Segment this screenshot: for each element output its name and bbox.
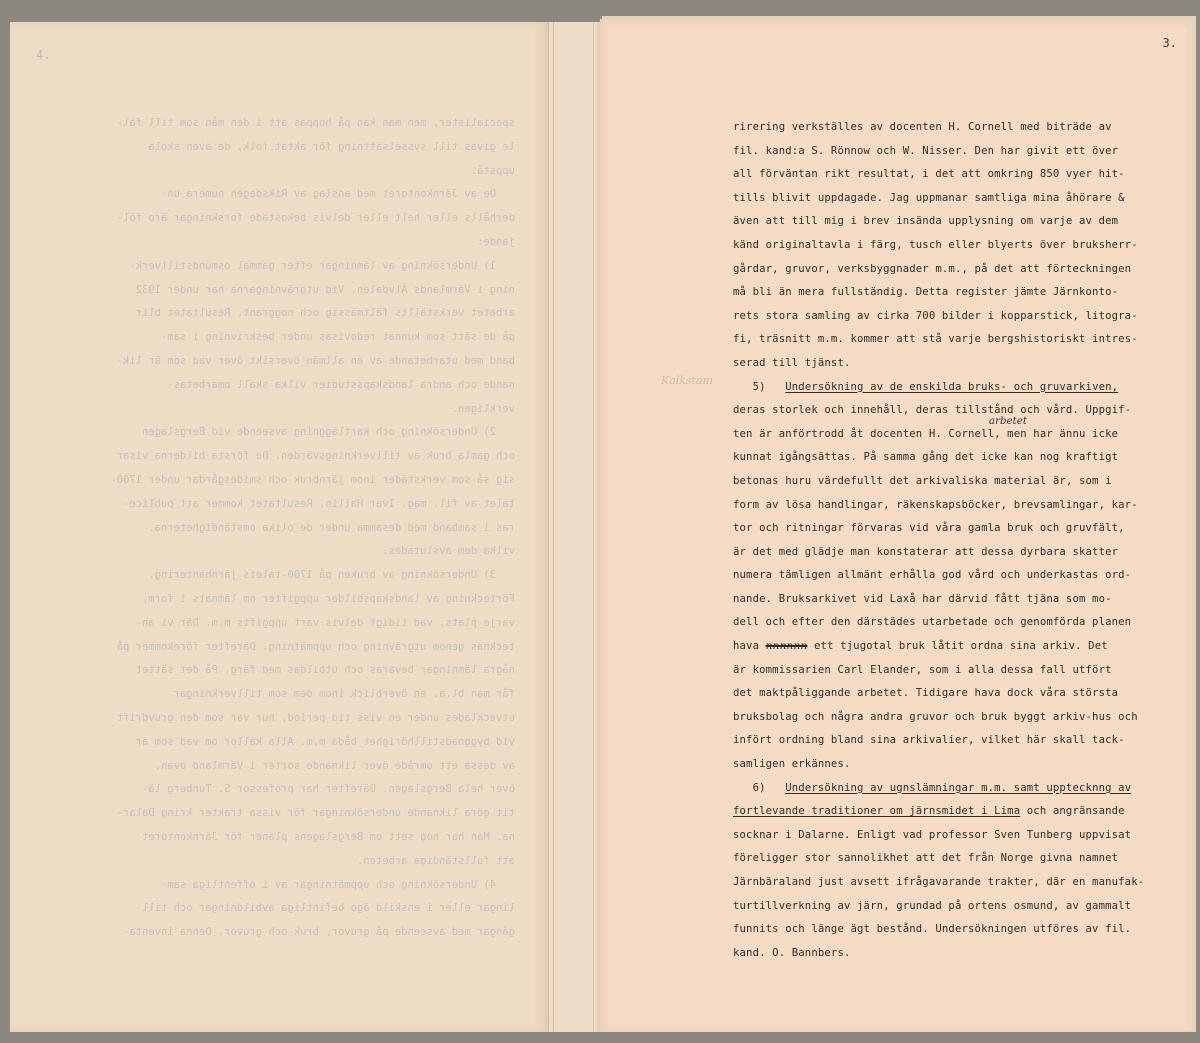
bleedthrough-line: att fullständiga arbeten. — [356, 854, 515, 867]
text-line: föreligger stor sannolikhet att det från Norge givna namnet — [733, 852, 1119, 865]
text-line: bruksbolag och några andra gruvor och bruk byggt arkiv-hus och — [733, 710, 1138, 723]
text-line: socknar i Dalarne. Enligt vad professor Sven Tunberg uppvisat — [733, 828, 1132, 841]
bleedthrough-line: 4) Undersökning och uppmätningar av i offentliga sam- — [160, 878, 515, 891]
text-line: all förväntan rikt resultat, i det att omkring 850 vyer hit- — [733, 168, 1125, 181]
body-text — [733, 116, 1173, 965]
text-line: är det med glädje man konstaterar att dessa dyrbara skatter — [733, 545, 1119, 558]
text-line: form av lösa handlingar, räkenskapsböcker, brevsamlingar, kar- — [733, 498, 1138, 511]
section-number: 6) — [752, 781, 766, 794]
bleedthrough-line: derhålls eller helt eller delvis bekostade forskningar äro föl- — [116, 212, 515, 225]
bleedthrough-line: arbetet verkställts fältmässig och noggrant. Resultatet blir — [135, 307, 515, 320]
text-segment: ten är anförtrodd åt docenten H. Cornell, men — [733, 427, 1034, 440]
bleedthrough-line: verkligen. — [451, 402, 515, 415]
section-heading-cont: fortlevande traditioner om järnsmidet i Lima — [733, 805, 1021, 818]
text-line: fi, träsnitt m.m. kommer att stå varje bergshistoriskt intres- — [733, 333, 1138, 346]
text-segment: och angränsande — [1020, 805, 1125, 818]
right-page — [597, 22, 1187, 1032]
text-line: kunnat igångsättas. På samma gång det icke kan nog kraftigt — [733, 451, 1119, 464]
text-line: tills blivit uppdagade. Jag uppmanar samtliga mina åhörare & — [733, 191, 1125, 204]
struck-out-word: nnnnnn — [765, 640, 808, 653]
bleedthrough-line: tit göra liknande undersökningar för vissa trakter kring Dalar- — [116, 807, 515, 820]
text-line: betonas huru värdefullt det arkivaliska material är, som i — [733, 474, 1112, 487]
text-line: även att till mig i brev insända upplysning om varje av dem — [733, 215, 1119, 228]
text-line: deras storlek och innehåll, deras tillstånd och vård. Uppgif- — [733, 404, 1132, 417]
text-line: Järnbäraland just avsett ifrågavarande trakter, där en manufak- — [733, 876, 1145, 888]
bleedthrough-line: och gamla bruk av tillverkningsvärden. De första bilderna visar — [116, 450, 515, 463]
text-line: turtillverkning av järn, grundad på ortens osmund, av gammalt — [733, 899, 1132, 912]
bleedthrough-line: jande: — [477, 235, 515, 248]
handwritten-insertion: arbetet — [989, 415, 1028, 427]
text-line — [733, 635, 1173, 659]
text-line: tor och ritningar förvaras vid våra gamla bruk och gruvfält, — [733, 522, 1125, 535]
section-number: 5) — [752, 380, 766, 393]
bleedthrough-line: utvecklades under en viss tid period, hur var som den gruvdrift — [116, 711, 515, 724]
text-line: serad till tjänst. — [733, 356, 851, 369]
section-5-heading-line — [733, 376, 1173, 400]
text-segment: hava — [733, 640, 766, 653]
bleedthrough-line: över hela Bergslagen. Därefter har professor S. Tunberg lä- — [142, 783, 515, 796]
bleedthrough-line: lingar eller i enskild ägo befintliga avbildningar och till- — [135, 902, 515, 915]
bleedthrough-line: sig så som verkstäder inom järnbruk och smidesgårdar under 1700- — [110, 473, 515, 486]
text-line: numera tämligen allmänt erhålla god vård och underkastas ord- — [733, 569, 1132, 582]
text-segment: ett tjugotal bruk låtit ordna sina arkiv. Det — [807, 640, 1108, 653]
bleedthrough-line: av dessa ett område över liknande sorter i Värmland ovan. — [154, 759, 515, 772]
bleedthrough-line: specialister, men man kan på hoppas att i den mån som till fäl- — [116, 117, 515, 129]
text-line: är kommissarien Carl Elander, som i alla dessa fall utfört — [733, 663, 1112, 676]
bleedthrough-line: 1) Undersökning av lämningar efter gammal osmundstillverk- — [129, 259, 515, 272]
margin-pencil-note: Kalkstam — [661, 374, 714, 387]
text-line: gårdar, gruvor, verksbyggnader m.m., på det att förteckningen — [733, 262, 1132, 275]
text-line: infört ordning bland sina arkivalier, vilket här skall tack- — [733, 734, 1125, 747]
bleedthrough-line: tecknas genom utgrävning och uppmätning. Därefter förekommer på — [116, 640, 515, 653]
text-line: rets stora samling av cirka 700 bilder i kopparstick, litogra- — [733, 309, 1138, 322]
bleedthrough-line: gångar med avseende på gruvor, bruk och gruvor. Denna inventa- — [123, 926, 515, 939]
bleedthrough-line: 2) Undersökning och kartläggning avseende vid Bergslagen — [142, 426, 515, 439]
text-segment: har ännu icke — [1033, 427, 1119, 440]
text-line: nande. Bruksarkivet vid Laxå har därvid fått tjäna som mo- — [733, 592, 1112, 605]
book-gutter — [548, 22, 599, 1032]
bleedthrough-text — [45, 112, 515, 945]
text-line: dell och efter den därstädes utarbetade och genomförda planen — [733, 616, 1132, 629]
left-page — [10, 22, 548, 1032]
text-line: rirering verkställes av docenten H. Cornell med biträde av — [733, 121, 1112, 133]
bleedthrough-line: varje plats, vad tidigt delvis vart uppgifts m.m. Där vi an- — [135, 616, 515, 629]
bleedthrough-line: le givas till sysselsättning för aktat folk, de även skola — [148, 140, 515, 153]
text-line: känd originaltavla i färg, tusch eller blyerts över bruksherr- — [733, 238, 1138, 251]
bleedthrough-line: några lämningar bevaras och utbildas med färg. På det sättet — [135, 664, 515, 677]
bleedthrough-line: 3) Undersökning av bruken på 1700-talets järnhantering. — [148, 569, 515, 582]
text-line: kand. O. Bannbers. — [733, 946, 851, 959]
text-line: det maktpåliggande arbetet. Tidigare hava dock våra största — [733, 687, 1119, 700]
bleedthrough-line: får man bl.a. en överblick inom dem som tillverkningar — [173, 688, 515, 701]
bleedthrough-line: talet av fil. mag. Ivar Hallin. Resultatet kommer att publice- — [123, 497, 515, 510]
bleedthrough-line: vid byggnadstillhörighet båda m.m. Alla källor om vad som är — [135, 735, 515, 748]
bleedthrough-line: De av Järnkontoret med anslag av Riksdagen numera un- — [160, 188, 515, 201]
bleedthrough-line: vilka dem avslutades. — [382, 545, 515, 558]
section-heading: Undersökning av ugnslämningar m.m. samt upptecknng av — [785, 781, 1132, 794]
bleedthrough-line: på de sätt som kunnat redovisas under beskrivning i sam- — [160, 331, 515, 344]
bleedthrough-line: ras i samband med desamma under de olika omständigheterna. — [148, 521, 515, 534]
left-page-number: 4. — [36, 48, 51, 62]
text-line: må bli än mera fullständig. Detta register jämte Järnkonto- — [733, 286, 1119, 299]
bleedthrough-line: ning i Värmlands Älvdalen. Vid utgrävningarna har under 1932 — [135, 283, 515, 296]
bleedthrough-line: Förteckning av landskapsbilder uppgifter om lämnats i form, — [142, 592, 515, 605]
bleedthrough-line: na. Man har nog sett om Bergslagens planer för Järnkontoret — [142, 830, 515, 843]
text-line: fil. kand:a S. Rönnow och W. Nisser. Den har givit ett över — [733, 144, 1119, 157]
section-heading: Undersökning av de enskilda bruks- och gruvarkiven, — [785, 380, 1119, 393]
text-line — [733, 800, 1173, 824]
page-number: 3. — [1162, 36, 1177, 50]
bleedthrough-line: band med utarbetande av en allmän översikt över vad som är lik- — [116, 354, 515, 367]
text-line: samligen erkännes. — [733, 758, 851, 771]
bleedthrough-line: uppstå. — [470, 164, 515, 177]
bleedthrough-line: nande och andra landskapsstudier vilka skall omarbetas- — [167, 378, 515, 391]
text-line — [733, 415, 1173, 447]
section-6-heading-line — [733, 777, 1173, 801]
text-line: funnits och länge ägt bestånd. Undersökningen utföres av fil. — [733, 923, 1132, 936]
